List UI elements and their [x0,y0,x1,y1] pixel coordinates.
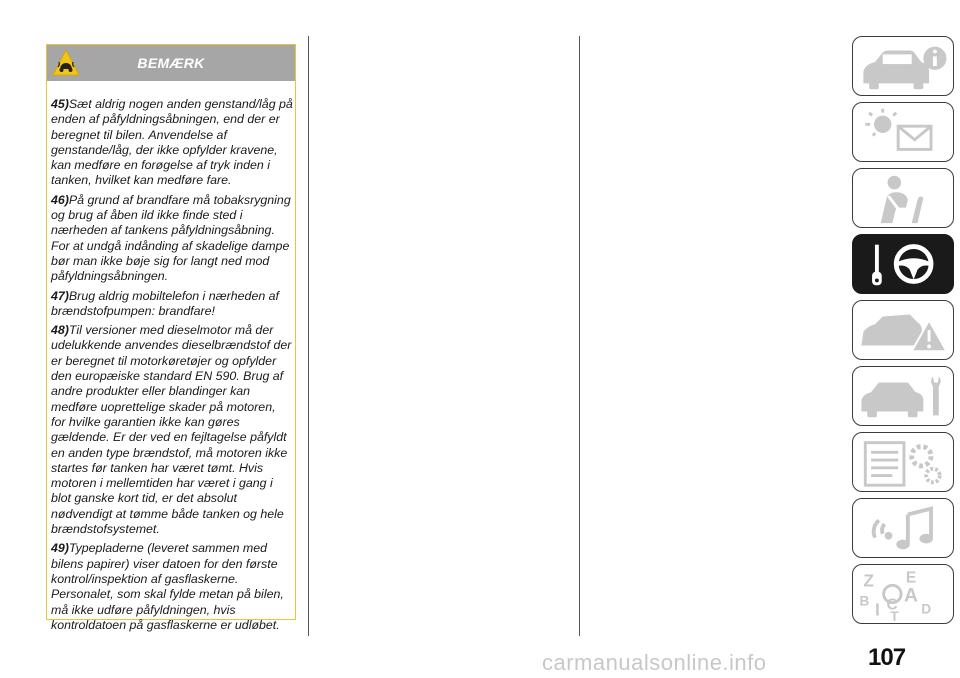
index-letter: C [886,596,898,614]
column-divider [308,36,309,636]
note-body [51,97,293,637]
tab-car-info[interactable] [852,36,954,96]
page-number: 107 [868,644,906,671]
column-divider [579,36,580,636]
note-text: Til versioner med dieselmotor må der udelukkende anvendes dieselbrændstof der er beregnet til motorkøretøjer og opfylder den europæiske standard EN 590. Brug af andre produkter eller blandinger kan medføre uoprettelige skader på motoren, for hvilke garantien ikke kan gøres gældende. Er der ved en fejltagelse påfyldt en anden type brændstof, må motoren ikke startes før tanken har været tømt. Hvis motoren i mellemtiden har været i gang i blot ganske kort tid, er det absolut nødvendigt at tømme både tanken og hele brændstofsystemet. [51,323,292,537]
car-maintenance-icon [853,367,953,425]
index-letter: D [921,601,932,617]
seat-safety-icon [853,169,953,227]
tab-maintenance[interactable] [852,366,954,426]
steering-wheel-key-icon [853,235,953,293]
note-number: 47) [51,288,69,303]
index-letter: B [859,593,870,609]
note-title: BEMÆRK [137,55,205,71]
note-paragraph [51,289,293,320]
index-letter: T [890,609,899,623]
note-paragraph [51,97,293,189]
tab-seat-safety[interactable] [852,168,954,228]
multimedia-icon [853,499,953,557]
car-breakdown-icon [853,301,953,359]
tab-emergency[interactable] [852,300,954,360]
index-letter: E [905,569,917,587]
note-header [47,45,295,81]
note-text: Typepladerne (leveret sammen med bilens papirer) viser datoen for den første kontrol/inspektion af gasflaskerne. Personalet, som skal fylde metan på bilen, må ikke udføre påfyldningen, hvis kontroldatoen på gasflaskerne er udløbet. [51,541,284,632]
note-paragraph [51,193,293,285]
alphabetical-index-icon [853,565,953,623]
note-number: 45) [51,97,69,111]
note-paragraph [51,323,293,537]
tab-starting-driving[interactable] [852,234,954,294]
technical-data-icon [853,433,953,491]
note-number: 49) [51,541,69,556]
tab-technical-data[interactable] [852,432,954,492]
tab-warning-lights[interactable] [852,102,954,162]
note-paragraph [51,541,293,633]
watermark: carmanualsonline.info [542,650,767,675]
index-letter: A [903,585,918,607]
note-box [46,44,296,632]
tab-multimedia[interactable] [852,498,954,558]
tab-index[interactable] [852,564,954,624]
note-number: 48) [51,323,69,338]
note-text: På grund af brandfare må tobaksrygning og brug af åben ild ikke finde sted i nærheden af tankens påfyldningsåbning. For at undgå indånding af skadelige dampe bør man ikke bøje sig for langt ned mod påfyldningsåbningen. [51,192,291,284]
note-text: Sæt aldrig nogen anden genstand/låg på enden af påfyldningsåbningen, end der er beregnet til bilen. Anvendelse af genstande/låg, der ikke opfylder kravene, kan medføre en forøgelse af tryk inden i tanken, hvilket kan medføre fare. [51,97,293,188]
note-number: 46) [51,192,69,207]
warning-lights-icon [853,103,953,161]
car-info-icon [853,37,953,95]
note-text: Brug aldrig mobiltelefon i nærheden af brændstofpumpen: brandfare! [51,288,280,318]
index-letter: I [874,599,880,620]
index-letter: Z [863,570,874,591]
